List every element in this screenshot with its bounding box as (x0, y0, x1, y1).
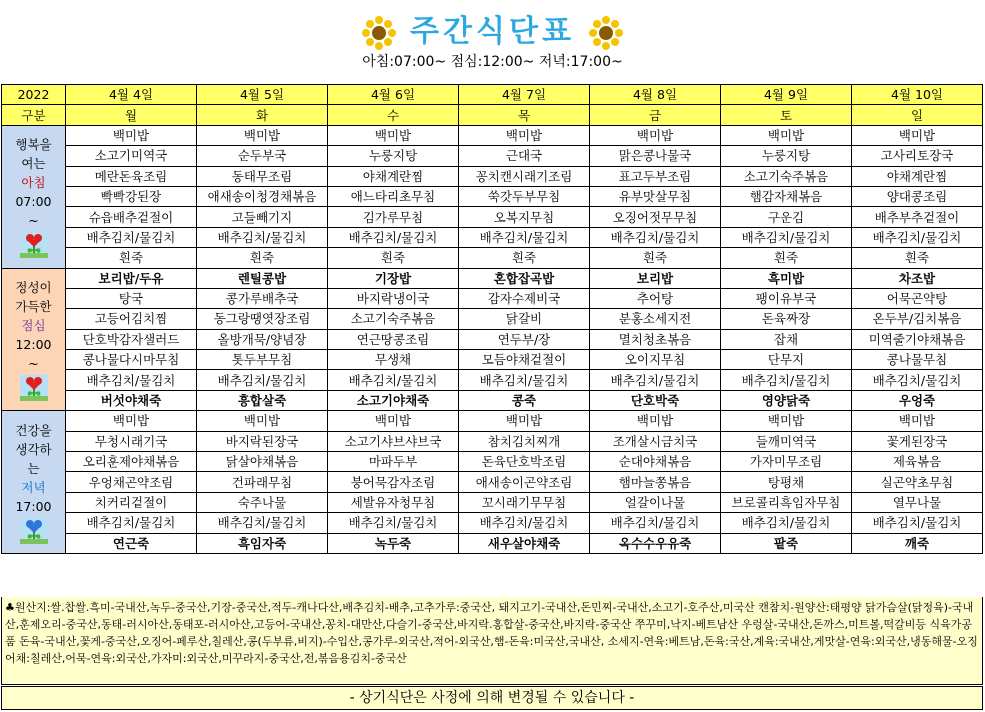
menu-item: 배추김치/물김치 (328, 370, 459, 390)
menu-item: 백미밥 (459, 125, 590, 145)
menu-item: 콩나물무침 (852, 350, 983, 370)
menu-item: 오리훈제야채볶음 (66, 452, 197, 472)
menu-item: 백미밥 (590, 125, 721, 145)
meal-label-line: ~ (28, 213, 39, 229)
menu-item: 우엉채곤약조림 (66, 472, 197, 492)
menu-item: 순두부국 (197, 146, 328, 166)
menu-item: 멸치청초볶음 (590, 329, 721, 349)
menu-item: 맑은콩나물국 (590, 146, 721, 166)
menu-item: 혼합잡곡밥 (459, 268, 590, 288)
menu-item: 표고두부조림 (590, 166, 721, 186)
menu-item: 기장밥 (328, 268, 459, 288)
menu-item: 세발유자청무침 (328, 492, 459, 512)
flower-icon (20, 518, 48, 544)
menu-item: 오복지무침 (459, 207, 590, 227)
menu-row (2, 248, 983, 268)
menu-item: 닭살야채볶음 (197, 452, 328, 472)
menu-row (2, 350, 983, 370)
footer-note: - 상기식단은 사정에 의해 변경될 수 있습니다 - (1, 686, 983, 710)
menu-item: 배추김치/물김치 (459, 370, 590, 390)
menu-item: 메란돈육조림 (66, 166, 197, 186)
menu-item: 빡빡강된장 (66, 186, 197, 206)
menu-item: 백미밥 (852, 411, 983, 431)
menu-item: 소고기숙주볶음 (721, 166, 852, 186)
menu-item: 배추김치/물김치 (590, 370, 721, 390)
menu-item: 온두부/김치볶음 (852, 309, 983, 329)
day-cell: 토 (721, 105, 852, 125)
menu-row (2, 268, 983, 288)
menu-item: 소고기숙주볶음 (328, 309, 459, 329)
meal-label-line: 아침 (21, 175, 46, 191)
menu-item: 백미밥 (721, 411, 852, 431)
menu-item: 배추김치/물김치 (197, 370, 328, 390)
menu-item: 얼갈이나물 (590, 492, 721, 512)
menu-row (2, 166, 983, 186)
menu-item: 흰죽 (66, 248, 197, 268)
menu-item: 백미밥 (197, 125, 328, 145)
menu-item: 배추김치/물김치 (66, 513, 197, 533)
menu-item: 참치김치찌개 (459, 431, 590, 451)
menu-item: 순대야채볶음 (590, 452, 721, 472)
menu-item: 배추김치/물김치 (721, 513, 852, 533)
menu-item: 추어탕 (590, 288, 721, 308)
sunflower-icon (589, 16, 623, 50)
menu-item: 배추김치/물김치 (197, 513, 328, 533)
menu-item: 배추김치/물김치 (459, 227, 590, 247)
menu-item: 단호박죽 (590, 390, 721, 410)
day-cell: 월 (66, 105, 197, 125)
menu-row (2, 492, 983, 512)
day-cell: 목 (459, 105, 590, 125)
menu-row (2, 390, 983, 410)
day-row (2, 105, 983, 125)
menu-item: 흰죽 (328, 248, 459, 268)
menu-item: 오이지무침 (590, 350, 721, 370)
menu-item: 버섯야채죽 (66, 390, 197, 410)
menu-item: 닭갈비 (459, 309, 590, 329)
menu-item: 렌틸콩밥 (197, 268, 328, 288)
menu-item: 배추김치/물김치 (852, 513, 983, 533)
meal-label-line: 정성이 (15, 279, 52, 295)
menu-item: 흰죽 (459, 248, 590, 268)
menu-item: 새우살야채죽 (459, 533, 590, 553)
menu-item: 무청시래기국 (66, 431, 197, 451)
menu-row (2, 186, 983, 206)
menu-item: 연두부/장 (459, 329, 590, 349)
menu-item: 숙주나물 (197, 492, 328, 512)
date-cell: 4월 7일 (459, 85, 590, 105)
page-header (0, 0, 985, 82)
meal-label (2, 125, 66, 268)
menu-item: 백미밥 (721, 125, 852, 145)
meal-label-line: 는 (27, 460, 40, 476)
meal-label-line: 여는 (21, 156, 46, 172)
menu-item: 소고기미역국 (66, 146, 197, 166)
meal-label-line: 건강을 (15, 422, 52, 438)
menu-item: 백미밥 (66, 125, 197, 145)
menu-item: 콩나물다시마무침 (66, 350, 197, 370)
menu-item: 햄마늘쫑볶음 (590, 472, 721, 492)
menu-item: 녹두죽 (328, 533, 459, 553)
menu-item: 단무지 (721, 350, 852, 370)
menu-item: 백미밥 (590, 411, 721, 431)
menu-item: 모듬야채겉절이 (459, 350, 590, 370)
menu-item: 애새송이청경채볶음 (197, 186, 328, 206)
menu-row (2, 452, 983, 472)
menu-item: 바지락냉이국 (328, 288, 459, 308)
menu-item: 배추김치/물김치 (590, 227, 721, 247)
menu-item: 연근죽 (66, 533, 197, 553)
menu-item: 야채계란찜 (328, 166, 459, 186)
menu-item: 들깨미역국 (721, 431, 852, 451)
menu-row (2, 207, 983, 227)
menu-row (2, 472, 983, 492)
meal-label-line: 점심 (21, 317, 46, 333)
menu-item: 배추김치/물김치 (721, 370, 852, 390)
menu-item: 조개살시금치국 (590, 431, 721, 451)
menu-item: 배추김치/물김치 (328, 513, 459, 533)
menu-row (2, 329, 983, 349)
day-cell: 수 (328, 105, 459, 125)
menu-item: 햄감자채볶음 (721, 186, 852, 206)
menu-item: 미역줄기야채볶음 (852, 329, 983, 349)
menu-item: 영양닭죽 (721, 390, 852, 410)
menu-item: 돈육단호박조림 (459, 452, 590, 472)
meal-label-line: 가득한 (15, 298, 52, 314)
menu-item: 바지락된장국 (197, 431, 328, 451)
date-cell: 4월 5일 (197, 85, 328, 105)
menu-row (2, 513, 983, 533)
menu-row (2, 288, 983, 308)
menu-item: 양대콩조림 (852, 186, 983, 206)
sunflower-icon (362, 16, 396, 50)
menu-item: 실곤약초무침 (852, 472, 983, 492)
menu-item: 흰죽 (852, 248, 983, 268)
menu-item: 슈읍배추겉절이 (66, 207, 197, 227)
menu-item: 팥죽 (721, 533, 852, 553)
flower-icon (20, 375, 48, 401)
menu-item: 탕평채 (721, 472, 852, 492)
menu-item: 꽁치캔시래기조림 (459, 166, 590, 186)
flower-icon (20, 232, 48, 258)
menu-item: 브로콜리흑임자무침 (721, 492, 852, 512)
menu-item: 단호박감자샐러드 (66, 329, 197, 349)
menu-item: 유부맛살무침 (590, 186, 721, 206)
meal-label-line: ~ (28, 355, 39, 371)
menu-item: 백미밥 (66, 411, 197, 431)
day-cell: 금 (590, 105, 721, 125)
meal-times: 아침:07:00~ 점심:12:00~ 저녁:17:00~ (362, 54, 623, 70)
date-cell: 4월 4일 (66, 85, 197, 105)
menu-item: 애새송이곤약조림 (459, 472, 590, 492)
meal-label-line: 17:00 (15, 498, 52, 514)
menu-item: 동그랑땡엿장조림 (197, 309, 328, 329)
menu-item: 흰죽 (590, 248, 721, 268)
menu-item: 백미밥 (852, 125, 983, 145)
menu-item: 소고기샤브샤브국 (328, 431, 459, 451)
menu-item: 어묵곤약탕 (852, 288, 983, 308)
menu-row (2, 431, 983, 451)
menu-item: 옥수수우유죽 (590, 533, 721, 553)
menu-item: 콩가루배추국 (197, 288, 328, 308)
menu-item: 차조밥 (852, 268, 983, 288)
menu-item: 동태무조림 (197, 166, 328, 186)
menu-item: 배추김치/물김치 (66, 227, 197, 247)
title-row (0, 6, 985, 50)
menu-item: 올방개묵/양념장 (197, 329, 328, 349)
year-cell: 2022 (2, 85, 66, 105)
menu-row (2, 370, 983, 390)
menu-item: 꽃게된장국 (852, 431, 983, 451)
menu-item: 콩죽 (459, 390, 590, 410)
menu-item: 고들빼기지 (197, 207, 328, 227)
menu-item: 배추김치/물김치 (721, 227, 852, 247)
menu-item: 톳두부무침 (197, 350, 328, 370)
menu-item: 흑임자죽 (197, 533, 328, 553)
date-cell: 4월 6일 (328, 85, 459, 105)
menu-item: 감자수제비국 (459, 288, 590, 308)
menu-item: 팽이유부국 (721, 288, 852, 308)
menu-item: 소고기야채죽 (328, 390, 459, 410)
menu-item: 꼬시래기무무침 (459, 492, 590, 512)
menu-row (2, 125, 983, 145)
menu-row (2, 411, 983, 431)
date-cell: 4월 9일 (721, 85, 852, 105)
meal-label-line: 12:00 (15, 336, 52, 352)
menu-item: 흰죽 (721, 248, 852, 268)
meal-label (2, 411, 66, 554)
date-row (2, 85, 983, 105)
menu-item: 배추김치/물김치 (197, 227, 328, 247)
menu-item: 백미밥 (197, 411, 328, 431)
menu-item: 우엉죽 (852, 390, 983, 410)
menu-item: 고등어김치찜 (66, 309, 197, 329)
menu-item: 가자미무조림 (721, 452, 852, 472)
menu-item: 배추김치/물김치 (328, 227, 459, 247)
menu-item: 김가루무침 (328, 207, 459, 227)
menu-item: 제육볶음 (852, 452, 983, 472)
meal-label-line: 07:00 (15, 194, 52, 210)
menu-item: 보리밥/두유 (66, 268, 197, 288)
meal-label-line: 저녁 (21, 479, 46, 495)
origin-note: ♣원산지:쌀.찹쌀.흑미-국내산,녹두-중국산,기장-중국산,적두-캐나다산,배추김치-배추,고추가루:중국산, 돼지고기-국내산,돈민찌-국내산,소고기-호주산,미국산 캔참치-원양산:태평양 닭가슴살(닭정육)-국내산,훈제오리-중국산,동태-러시아산,동태포-러시아산,고등어-국내산,꽁치-대만산,다슬기-중국산,바지락.홍합살-중국산,바지락-중국산 쭈꾸미,낙지-베트남산 우렁살-국내산,돈까스,미트볼,떡갈비등 식육가공품 돈육-국내산,꽃게-중국산,오징어-페루산,칠레산,콩(두부류,비지)-수입산,콩가루-외국산,적어-외국산,햄-돈육:미국산,국내산, 소세지-연육:베트남,돈육:국산,계육:국내산,게맛살-연육:외국산,냉동해물-오징어채:칠레산,어묵-연육:외국산,가자미:외국산,미꾸라지-중국산,전,볶음용김치-중국산 (1, 597, 983, 685)
menu-row (2, 227, 983, 247)
menu-item: 배추김치/물김치 (852, 227, 983, 247)
meal-label-line: 생각하 (15, 441, 52, 457)
menu-item: 치커리겉절이 (66, 492, 197, 512)
page-title: 주간식단표 (410, 14, 575, 49)
menu-item: 배추김치/물김치 (590, 513, 721, 533)
menu-item: 탕국 (66, 288, 197, 308)
menu-item: 근대국 (459, 146, 590, 166)
menu-item: 백미밥 (328, 125, 459, 145)
menu-item: 배추김치/물김치 (852, 370, 983, 390)
menu-item: 돈육짜장 (721, 309, 852, 329)
category-label: 구분 (2, 105, 66, 125)
menu-item: 연근땅콩조림 (328, 329, 459, 349)
date-cell: 4월 10일 (852, 85, 983, 105)
menu-item: 보리밥 (590, 268, 721, 288)
menu-item: 고사리토장국 (852, 146, 983, 166)
menu-item: 쑥갓두부무침 (459, 186, 590, 206)
menu-item: 누룽지탕 (328, 146, 459, 166)
day-cell: 화 (197, 105, 328, 125)
menu-table (1, 84, 983, 554)
menu-item: 붕어묵감자조림 (328, 472, 459, 492)
day-cell: 일 (852, 105, 983, 125)
menu-row (2, 146, 983, 166)
menu-item: 오징어젓무무침 (590, 207, 721, 227)
menu-item: 마파두부 (328, 452, 459, 472)
menu-item: 야채계란찜 (852, 166, 983, 186)
menu-row (2, 309, 983, 329)
menu-item: 구운김 (721, 207, 852, 227)
menu-item: 흑미밥 (721, 268, 852, 288)
menu-item: 열무나물 (852, 492, 983, 512)
menu-item: 애느타리초무침 (328, 186, 459, 206)
menu-item: 흰죽 (197, 248, 328, 268)
menu-item: 무생채 (328, 350, 459, 370)
menu-item: 잡채 (721, 329, 852, 349)
menu-item: 흥합살죽 (197, 390, 328, 410)
menu-row (2, 533, 983, 553)
meal-label-line: 행복을 (15, 137, 52, 153)
meal-label (2, 268, 66, 411)
menu-item: 누룽지탕 (721, 146, 852, 166)
menu-item: 배추김치/물김치 (66, 370, 197, 390)
menu-item: 백미밥 (459, 411, 590, 431)
menu-item: 배추김치/물김치 (459, 513, 590, 533)
menu-item: 백미밥 (328, 411, 459, 431)
date-cell: 4월 8일 (590, 85, 721, 105)
menu-item: 배추부추겉절이 (852, 207, 983, 227)
menu-item: 분홍소세지전 (590, 309, 721, 329)
menu-item: 깨죽 (852, 533, 983, 553)
menu-item: 건파래무침 (197, 472, 328, 492)
